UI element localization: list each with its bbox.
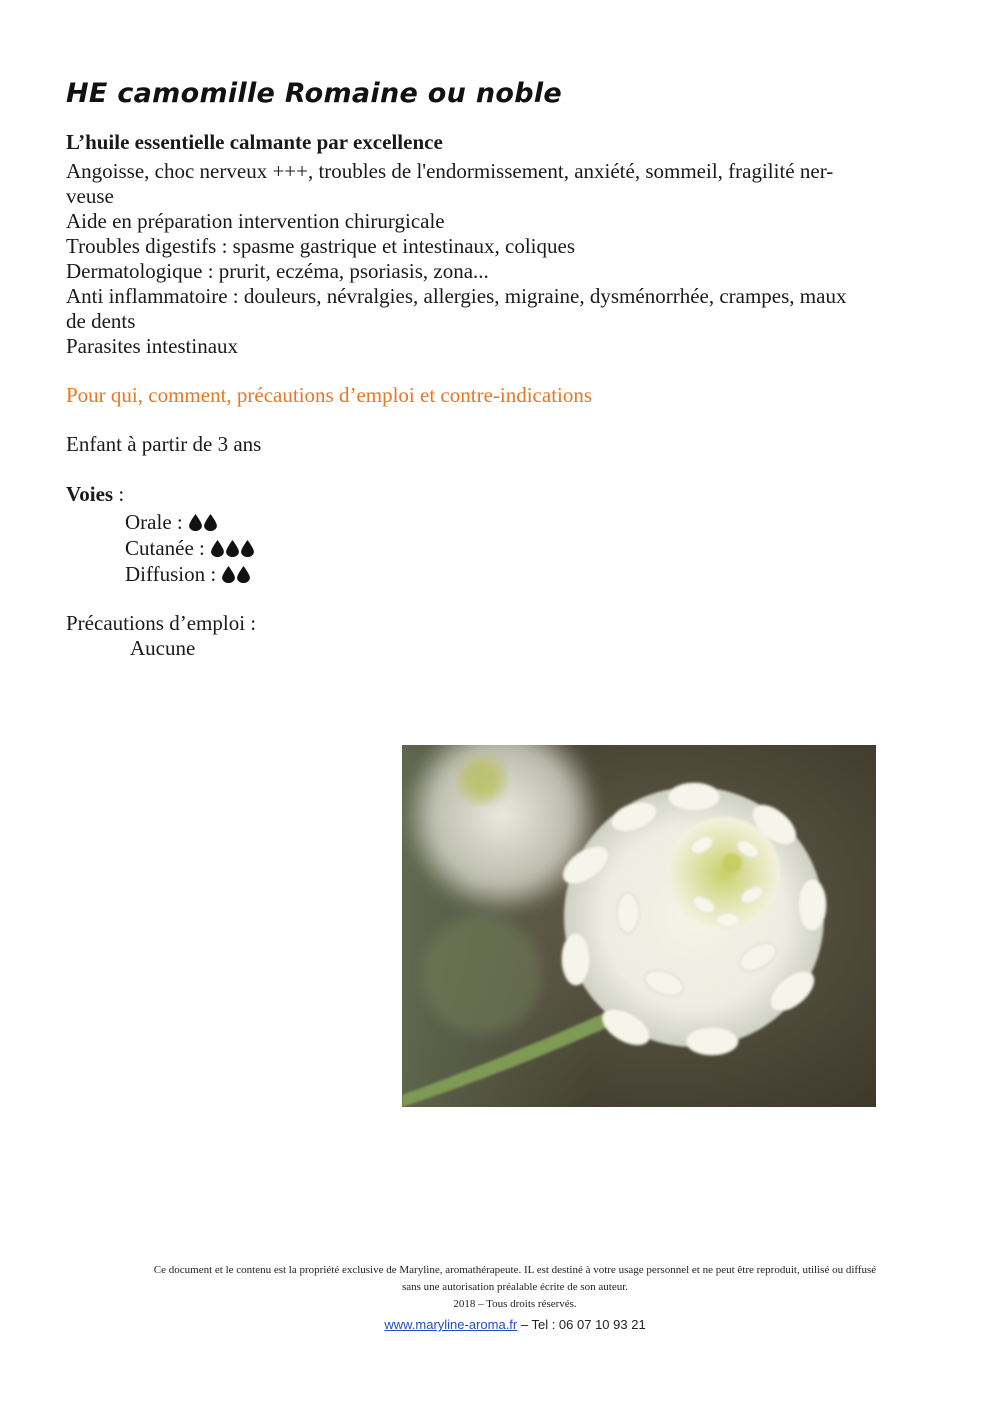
routes-list (125, 509, 254, 587)
indication-line: Parasites intestinaux (66, 334, 239, 358)
route-item (125, 509, 254, 535)
drop-icon (222, 566, 235, 583)
footer-phone: – Tel : 06 07 10 93 21 (517, 1317, 646, 1332)
indication-line: Aide en préparation intervention chirurgicale (66, 209, 445, 233)
indications-list (66, 159, 946, 359)
indication-line: Troubles digestifs : spasme gastrique et intestinaux, coliques (66, 234, 575, 258)
voies-suffix: : (113, 482, 125, 506)
indication-line: Dermatologique : prurit, eczéma, psoriasis, zona... (66, 259, 489, 283)
drop-icon (226, 540, 239, 557)
age-info: Enfant à partir de 3 ans (66, 432, 262, 456)
route-label: Cutanée : (125, 536, 205, 560)
page-title: HE camomille Romaine ou noble (66, 78, 563, 109)
drop-icon (204, 514, 217, 531)
drop-icon (211, 540, 224, 557)
voies-label: Voies (66, 482, 114, 506)
route-item (125, 561, 254, 587)
website-link[interactable]: www.maryline-aroma.fr (384, 1317, 518, 1332)
drop-rating (222, 566, 250, 583)
drop-icon (241, 540, 254, 557)
indication-line: Anti inflammatoire : douleurs, névralgies, allergies, migraine, dysménorrhée, crampes, maux (66, 284, 847, 308)
footer-permission: sans une autorisation préalable écrite de son auteur. (401, 1281, 629, 1293)
drop-icon (237, 566, 250, 583)
drop-rating (211, 540, 254, 557)
route-item (125, 535, 254, 561)
voies-heading (66, 482, 124, 507)
indication-line: Angoisse, choc nerveux +++, troubles de l'endormissement, anxiété, sommeil, fragilité ner- (66, 159, 834, 183)
chamomile-flower-photo (402, 745, 876, 1107)
route-label: Diffusion : (125, 562, 217, 586)
footer (60, 1262, 970, 1333)
route-label: Orale : (125, 510, 183, 534)
footer-contact (60, 1316, 970, 1333)
footer-copyright: Ce document et le contenu est la propriété exclusive de Maryline, aromathérapeute. IL est destiné à votre usage personnel et ne peut être reproduit, utilisé ou diffusé (153, 1264, 877, 1276)
section-heading: Pour qui, comment, précautions d’emploi et contre-indications (66, 383, 593, 407)
precautions-label: Précautions d’emploi : (66, 611, 257, 635)
precautions-value: Aucune (130, 636, 196, 660)
indication-line: de dents (66, 309, 136, 333)
footer-rights: 2018 – Tous droits réservés. (453, 1298, 577, 1310)
drop-rating (189, 514, 217, 531)
subtitle: L’huile essentielle calmante par excellence (66, 130, 443, 154)
indication-line: veuse (66, 184, 114, 208)
drop-icon (189, 514, 202, 531)
